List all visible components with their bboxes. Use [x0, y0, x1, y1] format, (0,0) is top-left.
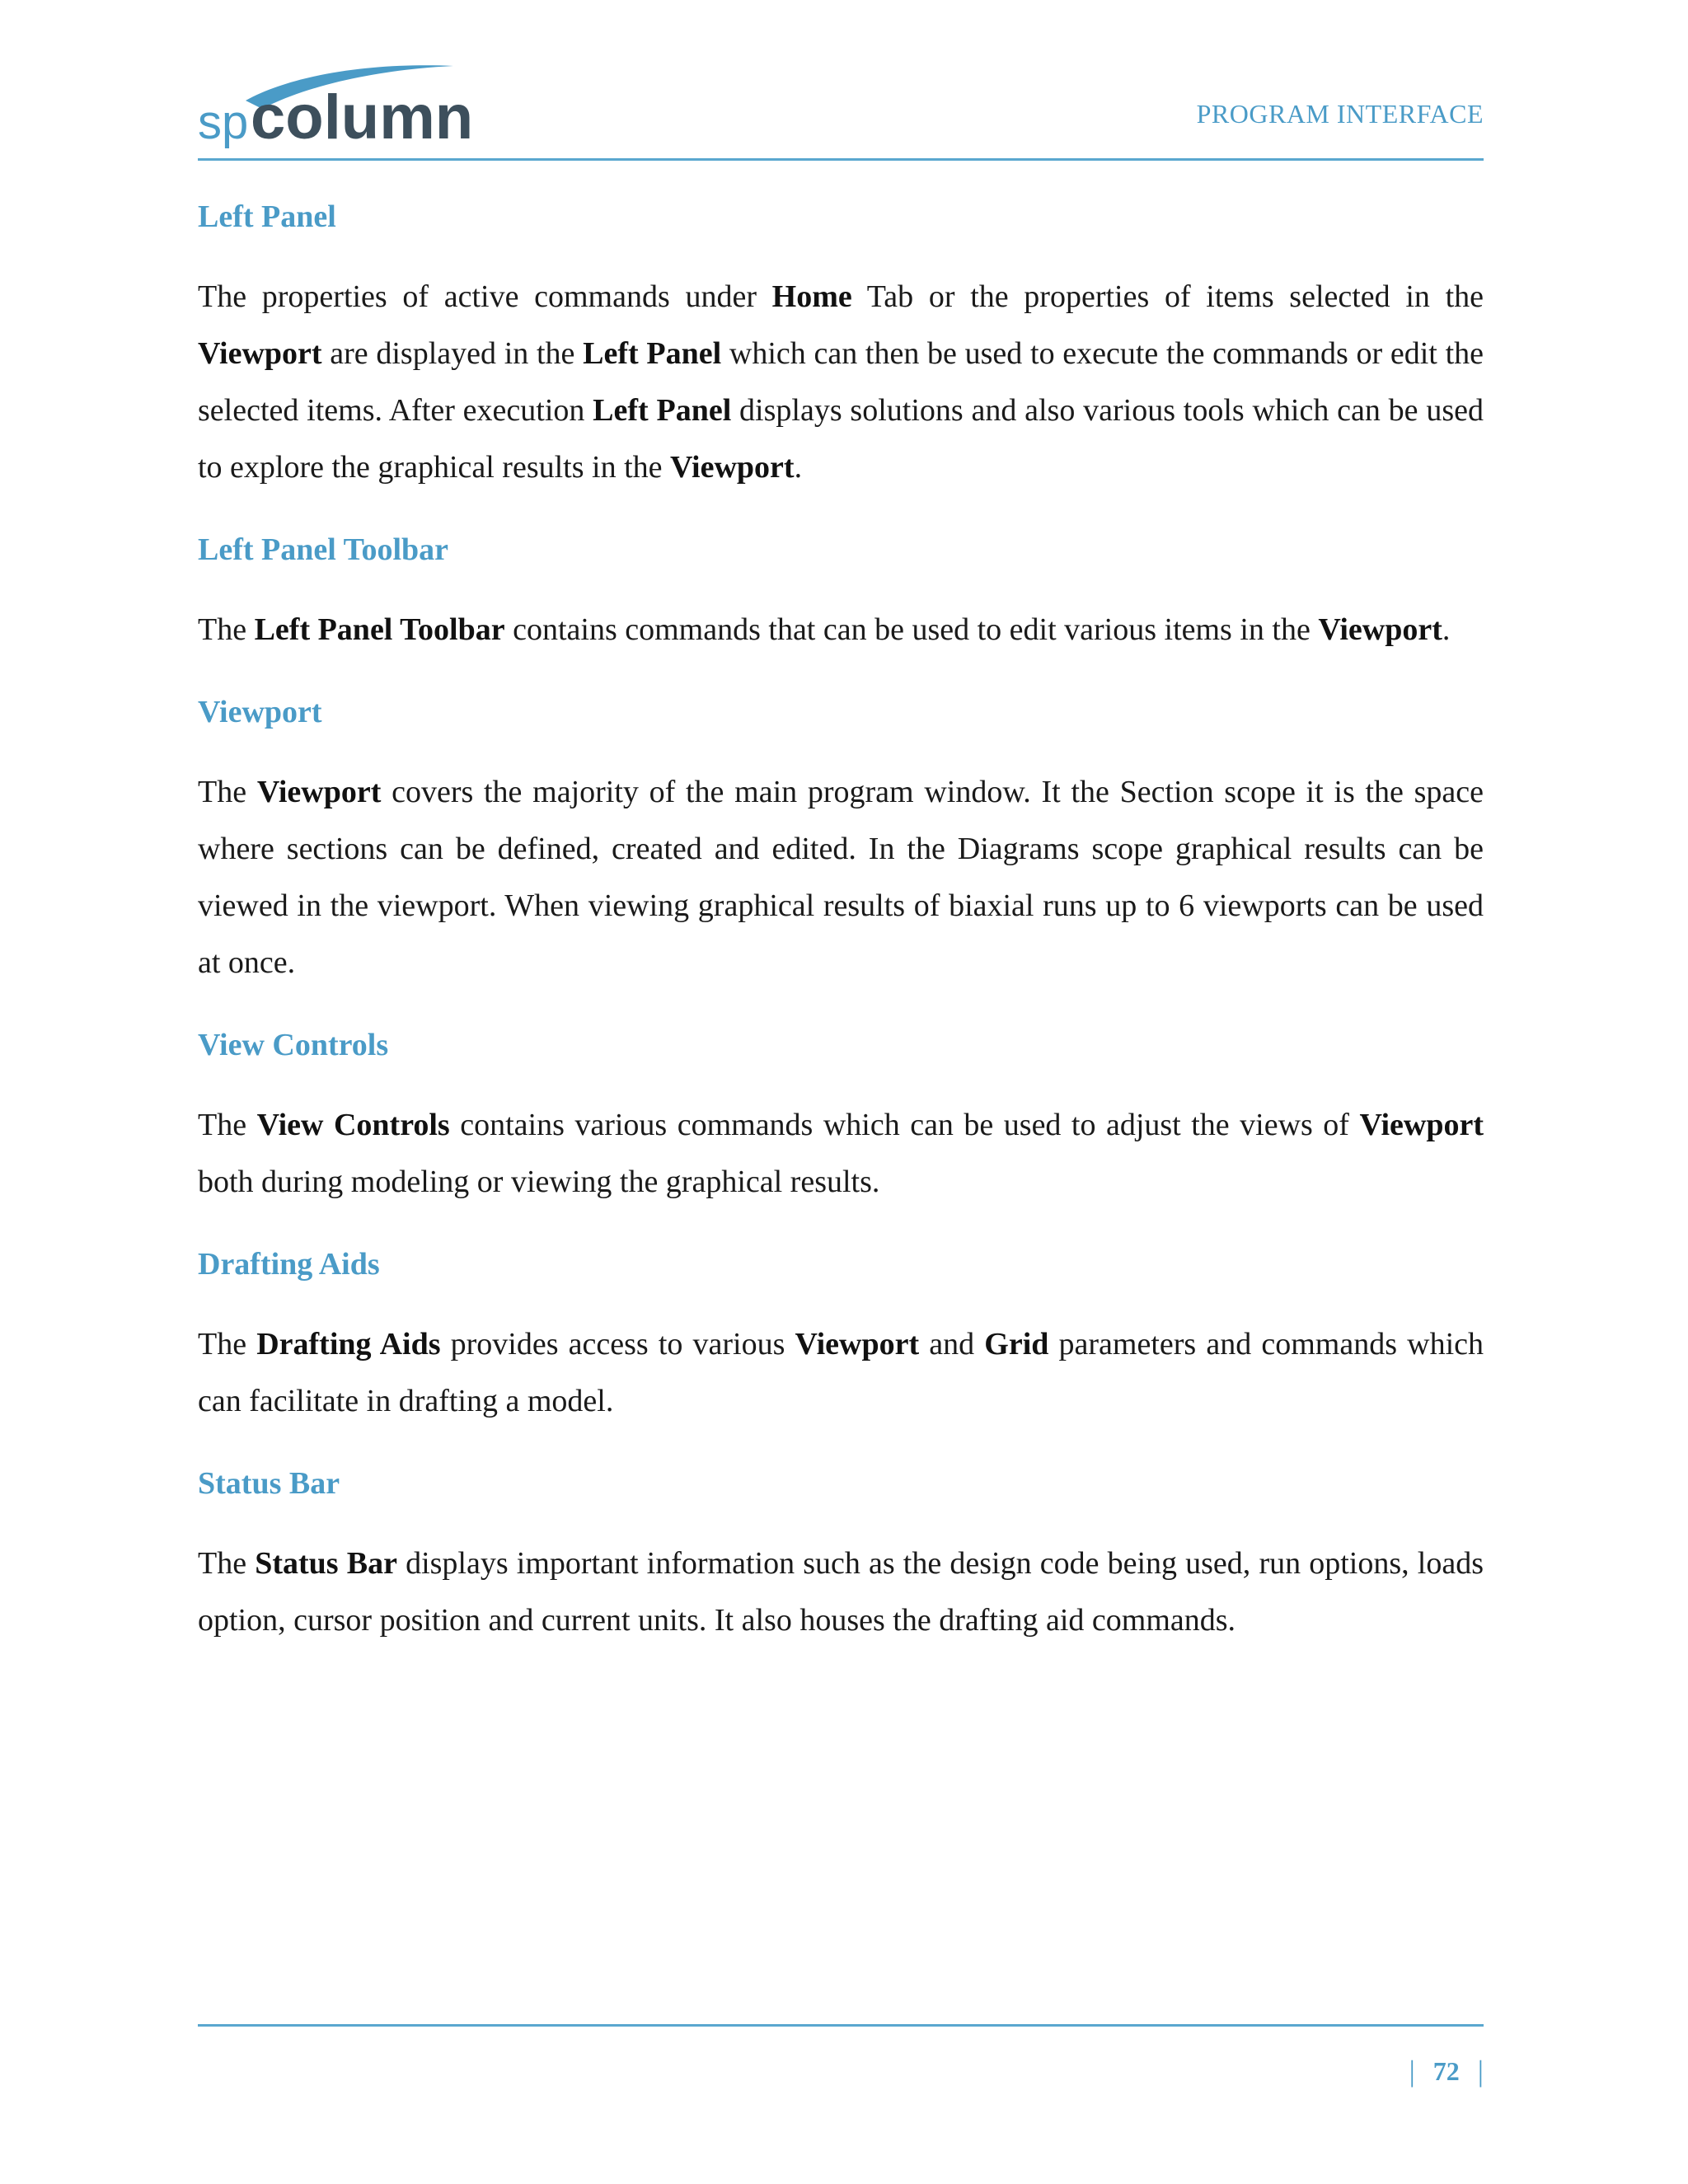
- text-run: .: [1442, 612, 1451, 647]
- text-run: which can then be used to execute the commands or edit the selected items. After execution: [198, 336, 1484, 428]
- section-heading: Viewport: [198, 695, 322, 729]
- text-run: contains various commands which can be used to adjust the views of: [449, 1108, 1360, 1142]
- text-run: The properties of active commands under: [198, 279, 772, 314]
- bold-term: Viewport: [256, 775, 382, 809]
- bold-term: Viewport: [198, 336, 322, 371]
- spcolumn-logo: [198, 58, 503, 148]
- text-run: and: [919, 1327, 985, 1361]
- text-run: covers the majority of the main program window. It the Section scope it is the space where sections can be defined, created and edited. In the Diagrams scope graphical results can be viewed in the viewport. When viewing graphical results of biaxial runs up to 6 viewports can be used at once.: [198, 775, 1484, 980]
- document-body: [198, 193, 1484, 1679]
- page-number: 72: [1432, 2055, 1460, 2086]
- text-run: are displayed in the: [321, 336, 584, 371]
- section-heading: Left Panel Toolbar: [198, 532, 449, 567]
- section-drafting-aids: [198, 1240, 1484, 1430]
- section-viewport: [198, 688, 1484, 991]
- text-run: both during modeling or viewing the graphical results.: [198, 1165, 880, 1199]
- section-label: PROGRAM INTERFACE: [1196, 99, 1484, 129]
- bold-term: Left Panel Toolbar: [254, 612, 505, 647]
- section-heading: Left Panel: [198, 199, 336, 234]
- text-run: The: [198, 1546, 256, 1581]
- section-left-panel-toolbar: [198, 526, 1484, 658]
- section-heading: Status Bar: [198, 1466, 340, 1501]
- section-paragraph: [198, 1535, 1484, 1649]
- section-view-controls: [198, 1021, 1484, 1211]
- bold-term: Status Bar: [255, 1546, 397, 1581]
- page-number-bar-right: |: [1477, 2055, 1484, 2088]
- bold-term: Home: [771, 279, 852, 314]
- page-footer: [1409, 2054, 1484, 2088]
- text-run: provides access to various: [440, 1327, 795, 1361]
- section-heading: Drafting Aids: [198, 1247, 380, 1282]
- section-paragraph: [198, 269, 1484, 496]
- text-run: parameters and commands which can facilitate in drafting a model.: [198, 1327, 1484, 1418]
- bold-term: Viewport: [1359, 1108, 1484, 1142]
- logo-column-text: column: [251, 82, 474, 148]
- bold-term: View Controls: [256, 1108, 450, 1142]
- logo-sp-text: sp: [198, 96, 249, 148]
- bold-term: Viewport: [1318, 612, 1442, 647]
- text-run: displays important information such as the design code being used, run options, loads option, cursor position and current units. It also houses the drafting aid commands.: [198, 1546, 1484, 1638]
- footer-divider: [198, 2024, 1484, 2027]
- text-run: The: [198, 775, 257, 809]
- bold-term: Grid: [984, 1327, 1049, 1361]
- bold-term: Left Panel: [583, 336, 722, 371]
- text-run: The: [198, 1108, 257, 1142]
- section-paragraph: [198, 602, 1484, 658]
- section-left-panel: [198, 193, 1484, 496]
- section-paragraph: [198, 764, 1484, 991]
- header-divider: [198, 158, 1484, 161]
- text-run: The: [198, 1327, 257, 1361]
- text-run: .: [794, 450, 803, 485]
- bold-term: Left Panel: [593, 393, 732, 428]
- text-run: The: [198, 612, 255, 647]
- page-header: [198, 58, 1484, 162]
- section-paragraph: [198, 1316, 1484, 1430]
- section-paragraph: [198, 1097, 1484, 1211]
- section-status-bar: [198, 1460, 1484, 1649]
- text-run: contains commands that can be used to edit various items in the: [504, 612, 1319, 647]
- bold-term: Viewport: [670, 450, 795, 485]
- bold-term: Viewport: [795, 1327, 920, 1361]
- section-heading: View Controls: [198, 1028, 389, 1062]
- bold-term: Drafting Aids: [256, 1327, 441, 1361]
- text-run: Tab or the properties of items selected in the: [851, 279, 1484, 314]
- text-run: displays solutions and also various tools which can be used to explore the graphical results in the: [198, 393, 1484, 485]
- page-number-bar-left: |: [1409, 2055, 1415, 2088]
